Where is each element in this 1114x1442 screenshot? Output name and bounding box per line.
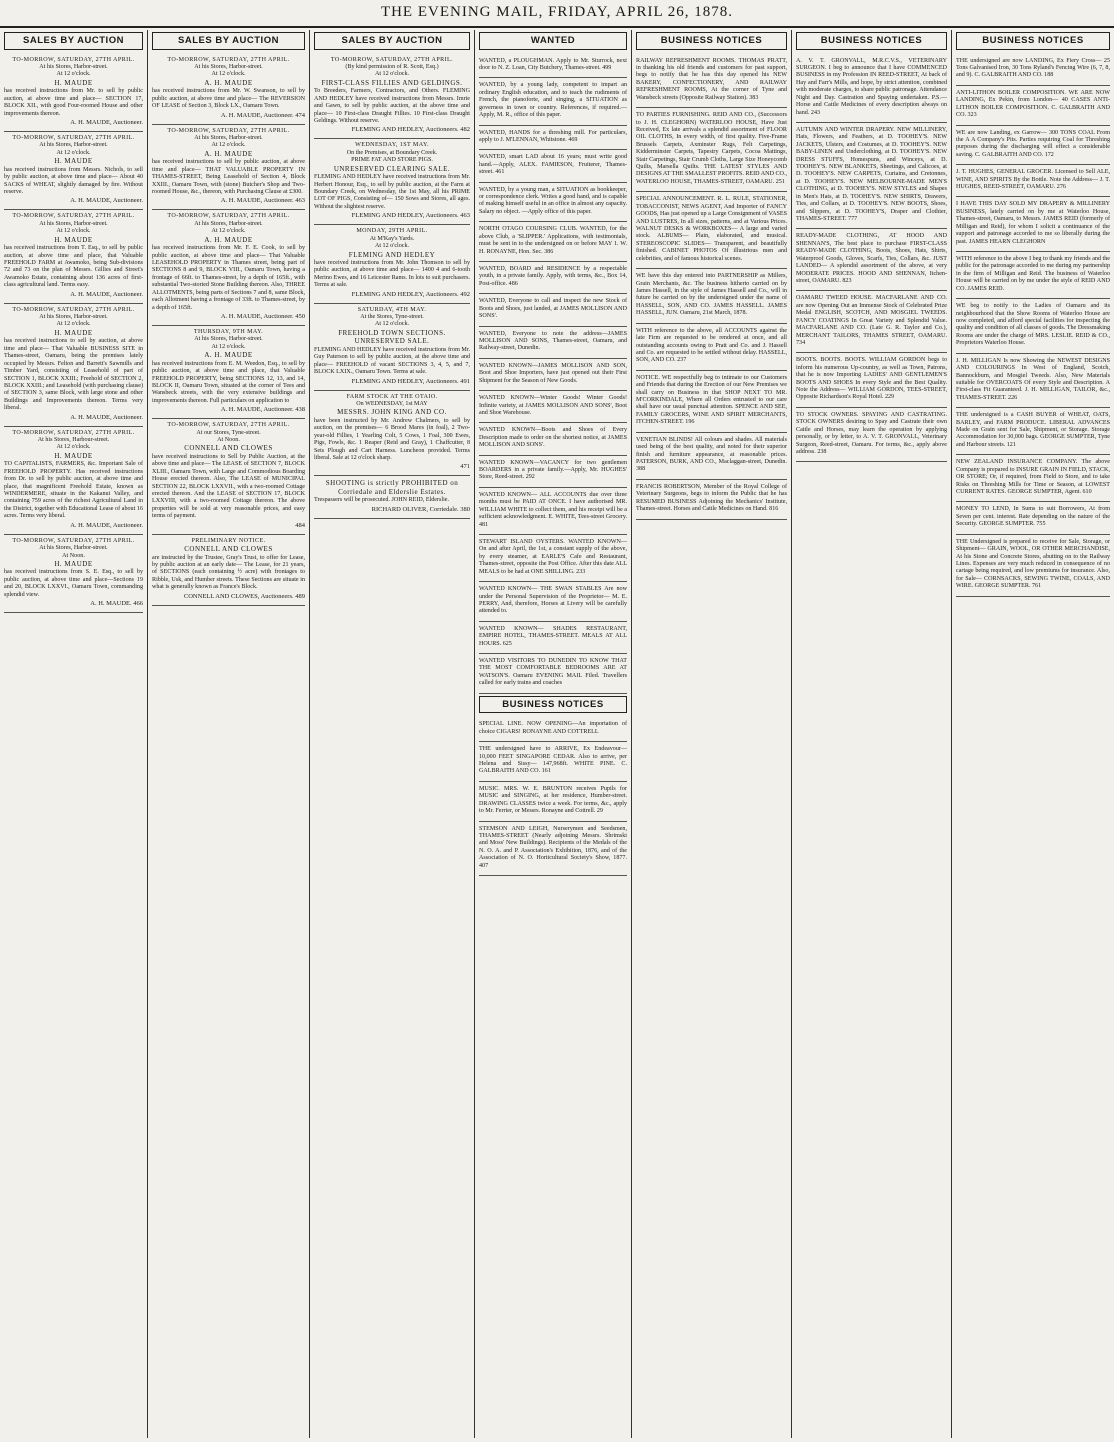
notice-ad: [479, 488, 627, 535]
ad-place: At M'Kay's Yards.: [369, 235, 415, 242]
notice-text: I HAVE THIS DAY SOLD MY DRAPERY & MILLINERY BUSINESS, lately carried on by me at Waterloo House, Thames-street, Oamaru, to Messrs. JAMES REID (formerly of Milligan and Reid), for whom I solicit a continuance of the support and patronage accorded to me so liberally during the past. JAMES HEARN CLEGHORN: [956, 201, 1110, 245]
column-2: [148, 30, 310, 1438]
notice-text: WANTED KNOWN— THE SWAN STABLES Are now under the Personal Supervision of the Proprietor— M. E. PERRY, And, therefore, Horses at Livery will be carefully attended to.: [479, 586, 627, 615]
notice-ad: [479, 391, 627, 423]
column-1-header: SALES BY AUCTION: [4, 32, 143, 50]
notice-ad: [479, 126, 627, 151]
notice-text: BOOTS. BOOTS. BOOTS. WILLIAM GORDON begs to inform his numerous Up-country, as well as Town, Patrons, that he is now Importing LADIES' AND GENTLEMEN'S BOOTS AND SHOES In every Style and the Best Quality. Note the Address— WILLIAM GORDON, TEES-STREET, Opposite Richardson's Royal Hotel. 229: [796, 357, 947, 401]
ad-date: TO-MORROW, SATURDAY, 27TH APRIL.: [12, 429, 135, 436]
ad-place: At his Stores, Harbor-street.: [194, 134, 263, 141]
ad-seller: CONNELL AND CLOWES: [184, 545, 273, 554]
ad-body: has received instructions from Mr. W. Swanson, to sell by public auction, at above time and place— The REVERSION OF LEASE of Section 3, Block LX., Oamaru Town.: [152, 88, 305, 110]
notice-text: MUSIC. MRS. W. E. BRUNTON receives Pupils for MUSIC and SINGING, at her residence, Humber-street. DRAWING CLASSES twice a week. For terms, &c., apply to Mr. Ferrier, or Messrs. Ronayne and Cottrell. 29: [479, 785, 627, 815]
ad-signature: FLEMING AND HEDLEY, Auctioneers. 482: [351, 126, 470, 134]
notice-text: TO STOCK OWNERS. SPAYING AND CASTRATING. STOCK OWNERS desiring to Spay and Castrate their own Cattle and Horses, may learn the operation by applying personally, or by letter, to A. V. T. GRONVALL, Veterinary Surgeon, Reed-street, Oamaru. For terms, &c., apply above address. 238: [796, 411, 947, 455]
notice-ad: [796, 229, 947, 291]
column-7: [952, 30, 1114, 1438]
notice-ad: [636, 192, 787, 269]
ad-seller: FREEHOLD TOWN SECTIONS. UNRESERVED SALE.: [338, 328, 446, 346]
ad-time: On WEDNESDAY, 1st MAY: [356, 401, 428, 407]
notice-ad: [479, 327, 627, 359]
notice-ad: [956, 455, 1110, 502]
ad-signature: A. H. MAUDE, Auctioneer.: [70, 197, 143, 205]
notice-text: SPECIAL LINE. NOW OPENING—An importation of choice CIGARS! RONAYNE AND COTTRELL: [479, 721, 627, 735]
auction-ad: [4, 304, 143, 427]
auction-ad: [152, 419, 305, 535]
ad-body: has received instructions to sell by public auction, at above time and place— THAT VALUABLE PROPERTY IN THAMES-STREET, Being Leasehold of Section 4, Block XXIII., Oamaru Town, with (stone) Butcher's Shop and Two-roomed House, &c., thereon, with Purchasing Clause at £300.: [152, 159, 305, 196]
notice-text: STEMSON AND LEIGH, Nurserymen and Seedsmen, THAMES-STREET (Nearly adjoining Messrs. Shrimski and Moss' New Buildings). Recipients of the Medals of the N. O. A. and P. Association's Exhibition, 1876, and of the Association of N. O. Horticultural Society's Show, 1877. 407: [479, 825, 627, 869]
column-7-ads: [956, 54, 1110, 597]
auction-ad: [4, 54, 143, 132]
ad-body: has received instructions from T. Esq., to sell by public auction, at above time and place, that Valuable FREEHOLD FARM at Awamoko, being Sub-divisions 72 and 73 on the plan of Messrs. Gillies and Street's Awamoko Estate, containing about 136 acres of first-class agricultural land. Terms easy.: [4, 245, 143, 289]
notice-ad: [956, 197, 1110, 252]
notice-text: THE undersigned have to ARRIVE, Ex Endeavour— 10,000 FEET SINGAPORE CEDAR. Also to arrive, per Helena and Sissy— 147,968ft. WHITE PINE. C. GALBRAITH AND CO. 161: [479, 746, 627, 775]
notice-ad: [636, 324, 787, 371]
notice-text: THE undersigned are now LANDING, Ex Fiery Cross— 25 Tons Galvanised Iron, 30 Tons Ryland's Fencing Wire (6, 7, 8, and 9). C. GALBRAITH AND CO. 188: [956, 57, 1110, 79]
ad-time: At 12 o'clock.: [56, 321, 91, 328]
ad-body: have received instructions from Mr. John Thomson to sell by public auction, at above time and place— 1400 4 and 6-tooth Merino Ewes, and 16 Leicester Rams. In lots to suit purchasers. Terms at sale.: [314, 260, 470, 289]
ad-date: TO-MORROW, SATURDAY, 27TH APRIL.: [167, 213, 290, 220]
notice-text: WITH reference to the above, all ACCOUNTS against the late Firm are requested to be rendered at once, and all outstanding accounts owing to Pratt and Co. and J. Hassell and Co. are requested to be settled without delay. HASSELL, SON, AND CO. 237: [636, 327, 787, 364]
ad-time: At 12 o'clock.: [374, 243, 410, 250]
notice-text: WANTED KNOWN—Winter Goods! Winter Goods! Infinite variety, at JAMES MOLLISON AND SONS', Boot and Shoe Warehouse.: [479, 395, 627, 416]
notice-text: WE have this day entered into PARTNERSHIP as Millers, Grain Merchants, &c. The business hitherto carried on by James Hassell, in the style of James Hassell and Co., will in future be carried on by the undersigned under the name of HASSELL, SON, AND CO. JAMES HASSELL. JAMES HASSELL, JUN. Oamaru, 21st March, 1878.: [636, 273, 787, 317]
ad-body: have been instructed by Mr. Andrew Chalmers, to sell by auction, on the premises— 6 Brood Mares (in foal), 2 Two-year-old Fillies, 1 Yearling Colt, 5 Cows, 1 Foal, 300 Ewes, Pigs, Fowls, &c. 1 Reaper (Reid and Gray), 1 Chaffcutter, 8 Sets Plough and Cart Harness. Luncheon provided. Terms liberal. Sale at 12 o'clock sharp.: [314, 417, 470, 462]
auction-ad: [4, 210, 143, 303]
notice-ad: [479, 183, 627, 223]
ad-date: TO-MORROW, SATURDAY, 27TH APRIL.: [12, 537, 135, 544]
notice-ad: [479, 150, 627, 182]
notice-ad: [956, 299, 1110, 354]
column-1-ads: [4, 54, 143, 614]
ad-signature: A. H. MAUDE, Auctioneer. 450: [220, 312, 305, 320]
ad-seller: A. H. MAUDE: [204, 149, 253, 158]
notice-text: WANTED, HANDS for a threshing mill. For particulars, apply to J. M'LENNAN, Whitstone. 469: [479, 129, 627, 143]
auction-ad: [314, 391, 470, 477]
notice-text: OAMARU TWEED HOUSE. MACFARLANE AND CO. are now Opening Out an Immense Stock of Celebrated Prize Medal ENGLISH, SCOTCH, AND MOSGIEL TWEEDS. FANCY COATINGS In Great Variety and Splendid Value. MACFARLANE AND CO. (Late G. R. Taylor and Co.), MERCHANT TAILORS, THAMES STREET, OAMARU. 734: [796, 295, 947, 346]
ad-time: At 12 o'clock.: [374, 71, 410, 78]
ad-place: At his Stores, Harbor-street.: [194, 64, 263, 70]
ad-signature: A. H. MAUDE, Auctioneer.: [70, 413, 143, 421]
ad-date: TO-MORROW, SATURDAY, 27TH APRIL.: [12, 56, 135, 63]
notice-text: WANTED VISITORS TO DUNEDIN TO KNOW THAT THE MOST COMFORTABLE BEDROOMS ARE AT WATSON'S. Oamaru EVENING MAIL Filed. Travellers called for early trains and coaches: [479, 658, 627, 687]
auction-ad: [4, 535, 143, 613]
notice-ad: [636, 371, 787, 433]
notice-text: WITH reference to the above I beg to thank my friends and the public for the patronage accorded to me during my partnership in the firm of Milligan and Reid. The business of Waterloo House will be carried on by me under the style of REID AND CO. JAMES REID.: [956, 256, 1110, 292]
column-4-ads: [479, 54, 627, 694]
notice-ad: [479, 78, 627, 125]
ad-body: have received instructions to Sell by Public Auction, at the above time and place— The LEASE of SECTION 7, BLOCK XLIII., Oamaru Town, with Large and Commodious Boarding House erected thereon. Also, The LEASE of MUNICIPAL SECTION 22, BLOCK LXXVII., with a two-roomed Cottage erected thereon. And the LEASE of SECTION 17, BLOCK LXXVIII, with a two-roomed Cottage thereon. The above properties will be sold at very reasonable prices, and easy terms of payment.: [152, 453, 305, 520]
column-4-business-ads: [479, 717, 627, 876]
notice-ad: [636, 54, 787, 109]
notice-ad: [479, 262, 627, 294]
ad-time: At 12 o'clock.: [211, 142, 246, 149]
column-2-ads: [152, 54, 305, 606]
notice-text: MONEY TO LEND, In Sums to suit Borrowers, At from Seven per cent. interest. Rate depending on the nature of the Security. GEORGE SUMPTER. 755: [956, 506, 1110, 528]
notice-ad: [956, 252, 1110, 299]
ad-date: PRELIMINARY NOTICE.: [191, 537, 266, 544]
ad-body: has received instructions from Messrs. Nichols, to sell by public auction, at above time and place— About 40 SACKS of WHEAT, slightly damaged by fire. Without reserve.: [4, 166, 143, 196]
ad-place: At our Stores, Tyne-street.: [196, 429, 261, 436]
notice-ad: [956, 535, 1110, 597]
ad-time: At 12 o'clock.: [211, 343, 246, 350]
notice-text: A. V. T. GRONVALL, M.R.C.V.S., VETERINARY SURGEON. I beg to announce that I have COMMENCED BUSINESS in my Profession IN REED-STREET, At back of Hay and Farr's Mills, and hope, by strict attention, combined with moderate charges, to share public patronage. Attendance Night and Day. Castration and Spaying undertaken. P.S.—Horse and Cattle Medicines of every description always on hand. 243: [796, 57, 947, 116]
column-2-header: SALES BY AUCTION: [152, 32, 305, 50]
notice-ad: [479, 535, 627, 582]
notice-text: TO PARTIES FURNISHING. REID AND CO., (Successors to J. H. CLEGHORN) WATERLOO HOUSE, Have Just Received, Ex late arrivals a splendid assortment of FLOOR OIL CLOTHS, In every width, of first quality. Five-Frame Brussels Carpets, Axminster Rugs, Felt Carpetings, Kidderminster Carpets, Tapestry Carpets, Cocoa Mattings, Stair Carpetings, Stair Crumb Cloths, Large Size Honeycomb Quilts, Marsella Quilts. THE LATEST STYLES AND DESIGNS AT THE SMALLEST PROFITS. REID AND CO., WATERLOO HOUSE, THAMES-STREET, OAMARU. 251: [636, 112, 788, 185]
column-5-header: BUSINESS NOTICES: [636, 32, 787, 50]
ad-seller: FLEMING AND HEDLEY: [348, 250, 436, 259]
notice-ad: [479, 359, 627, 391]
notice-text: WE beg to notify to the Ladies of Oamaru and its neighbourhood that the Show Rooms of Waterloo House are now completed, and afford special facilities for inspecting the quality and condition of all classes of goods. The Dressmaking Rooms are under the charge of MRS. LESLIE. REID & CO., Proprietors Waterloo House.: [956, 303, 1110, 347]
column-5: [632, 30, 792, 1438]
ad-time: At 12 o'clock.: [56, 444, 91, 451]
column-6-header: BUSINESS NOTICES: [796, 32, 947, 50]
notice-text: WANTED KNOWN—JAMES MOLLISON AND SON, Boot and Shoe Importers, have just opened out their First Shipment for the Season of New Goods.: [479, 362, 627, 384]
ad-time: At 12 o'clock.: [56, 228, 91, 235]
ad-date: TO-MORROW, SATURDAY, 27TH APRIL.: [12, 213, 135, 220]
ad-seller: A. H. MAUDE: [204, 78, 253, 87]
ad-seller: A. H. MAUDE: [204, 351, 253, 360]
auction-ad: [314, 139, 470, 225]
column-4: [475, 30, 632, 1438]
ad-signature: A. H. MAUDE, Auctioneer.: [70, 119, 143, 127]
auction-ad: [314, 476, 470, 518]
notice-ad: [956, 165, 1110, 197]
auction-ad: [314, 54, 470, 140]
notice-ad: [796, 408, 947, 463]
ad-time: At 12 o'clock.: [56, 149, 91, 156]
ad-body: has received instructions from S. E. Esq., to sell by public auction, at above time and place—Sections 19 and 20, BLOCK LXXVI., Oamaru Town, commanding splendid view.: [4, 569, 143, 598]
notice-text: WANTED KNOWN— ALL ACCOUNTS due over three months must be PAID AT ONCE. I have authorised MR. WILLIAM WHITE to collect them, and his receipt will be a sufficient acknowledgment. E. WHITE, Tees-street Grocery. 481: [479, 491, 627, 528]
notice-ad: [479, 742, 627, 782]
notice-ad: [956, 86, 1110, 126]
ad-signature: A. H. MAUDE, Auctioneer.: [70, 290, 143, 298]
ad-seller: FIRST-CLASS FILLIES AND GELDINGS.: [321, 78, 463, 87]
ad-signature: A. H. MAUDE. 466: [90, 600, 143, 608]
ad-seller: H. MAUDE: [54, 559, 93, 568]
ad-signature: RICHARD OLIVER, Corriedale. 380: [371, 505, 470, 513]
auction-ad: [4, 427, 143, 535]
ad-date: TO-MORROW, SATURDAY, 27TH APRIL.: [12, 134, 135, 141]
column-4-subheader: BUSINESS NOTICES: [479, 696, 627, 714]
ad-signature: FLEMING AND HEDLEY, Auctioneers. 463: [351, 212, 470, 220]
notice-text: THE Undersigned is prepared to receive for Sale, Storage, or Shipment— GRAIN, WOOL, OR OTHER MERCHANDISE, At his Stone and Concrete Stores, abutting on to the Railway Lines. Expenses are very much reduced in consequence of no cartage being required, and low premiums for insurance. Also, for Sale— CORNSACKS, SEWING TWINE, COALS, AND WIRE. GEORGE SUMPTER. 761: [956, 538, 1110, 590]
auction-ad: [152, 210, 305, 326]
ad-time: At 12 o'clock.: [211, 228, 246, 235]
ad-time: At 12 o'clock.: [211, 71, 246, 78]
notice-text: WANTED, by a young lady, competent to impart an ordinary English education, and to teach the rudiments of French, the pianoforte, and singing, a SITUATION as governess in town or country. References, if required.—Apply, M. R., office of this paper.: [479, 82, 627, 119]
notice-ad: [479, 782, 627, 822]
auction-ad: [314, 225, 470, 303]
auction-ad: [152, 326, 305, 419]
notice-text: READY-MADE CLOTHING, AT HOOD AND SHENNAN'S, The best place to purchase FIRST-CLASS READY-MADE CLOTHING, Boots, Shoes, Hats, Shirts, Waterproof Goods, Gloves, Scarfs, Ties, Collars, &c. JUST LANDED— A splendid assortment of the above, at very MODERATE PRICES. HOOD AND SHENNAN, Itchen-street, OAMARU. 823: [796, 233, 947, 284]
notice-ad: [479, 822, 627, 877]
notice-ad: [479, 622, 627, 654]
notice-ad: [479, 54, 627, 79]
ad-time: At 12 o'clock.: [56, 71, 91, 78]
ad-seller: H. MAUDE: [54, 451, 93, 460]
column-4-header: WANTED: [479, 32, 627, 50]
notice-text: WANTED, BOARD and RESIDENCE by a respectable youth, in a private family. Apply, with terms, &c., Box 14, Post-office. 486: [479, 266, 627, 287]
ad-body: has received instructions from Mr. F. E. Cook, to sell by public auction, at above time and place— That Valuable LEASEHOLD PROPERTY in Thames street, being part of SECTIONS 8 and 9, BLOCK VIII., Oamaru Town, having a frontage of 66ft. to Thames-street, by a depth of 165ft., with substantial Two-storied Stone Building thereon. Also, THREE ALLOTMENTS, being parts of Sections 7 and 8, same Block, each Allotment having a frontage of 33ft. to Thames-street, by a depth of 165ft.: [152, 245, 305, 311]
notice-ad: [956, 354, 1110, 409]
ad-body: Trespassers will be prosecuted. JOHN REID, Elderslie.: [314, 497, 449, 504]
notice-text: WANTED, Everyone to note the address—JAMES MOLLISON AND SONS, Thames-street, Oamaru, and Railway-street, Dunedin.: [479, 330, 627, 352]
ad-signature: A. H. MAUDE, Auctioneer.: [70, 521, 143, 529]
column-3-header: SALES BY AUCTION: [314, 32, 470, 50]
ad-date: WEDNESDAY, 1ST MAY.: [355, 142, 429, 149]
notice-text: J. T. HUGHES, GENERAL GROCER. Licensed to Sell ALE, WINE, AND SPIRITS By the Bottle. Note the Address— J. T. HUGHES, REED-STREET, OAMARU. 276: [956, 169, 1110, 191]
ad-date: MONDAY, 29TH APRIL.: [356, 228, 428, 235]
ad-body: has received instructions to sell by auction, at above time and place— That Valuable BUSINESS SITE in Thames-street, Oamaru, being the premises lately occupied by Messrs. Felton and Barrett's Sawmills and Timber Yard, consisting of Leasehold of part of SECTION 1, BLOCK XXIII.; Freehold of SECTION 2, BLOCK XXIII.; and Leasehold (with purchasing clause) of SECTION 3, same Block, with large stone and other Buildings and Improvements thereon. Terms very liberal.: [4, 338, 143, 412]
ad-date: FARM STOCK AT THE OTAIO.: [346, 393, 438, 400]
notice-text: WANTED, smart LAD about 16 years; must write good hand.—Apply, ALEX. FAMIESON, Fruiterer, Thames-street. 461: [479, 154, 627, 176]
notice-ad: [636, 108, 787, 192]
notice-ad: [956, 502, 1110, 534]
column-1: [0, 30, 148, 1438]
ad-place: At his Stores, Harbor-street.: [194, 220, 263, 227]
ad-signature: FLEMING AND HEDLEY, Auctioneers. 492: [351, 290, 470, 298]
notice-text: WANTED, Everyone to call and inspect the new Stock of Boots and Shoes, just landed, at JAMES MOLLISON AND SONS'.: [479, 298, 627, 320]
ad-body: TO CAPITALISTS, FARMERS, &c. Important Sale of FREEHOLD PROPERTY. Has received instructions from Dr. to sell by public auction, at above time and place, that magnificent Freehold Estate, known as WINDERMERE, situate in the Kakanui Valley, and containing 759 acres of the richest Agricultural Land in the District, together with Educational Lease of about 16 acres. Terms very liberal.: [4, 461, 143, 520]
notice-text: FRANCIS ROBERTSON, Member of the Royal College of Veterinary Surgeons, begs to inform the Public that he has RESUMED BUSINESS Adjoining the Mechanics' Institute, Thames-street. Horses and Cattle Medicines on Hand. 816: [636, 483, 787, 513]
auction-ad: [4, 132, 143, 210]
notice-text: WE are now Landing, ex Garrow— 300 TONS COAL From the A A Company's Pits. Parties requiring Coal for Threshing purposes during the discharging will effect a considerable saving. C. GALBRAITH AND CO. 172: [956, 129, 1110, 158]
ad-place: (By kind permission of R. Scott, Esq.): [345, 64, 439, 70]
ad-place: At his Stores, Harbor-street.: [39, 220, 108, 227]
notice-text: RAILWAY REFRESHMENT ROOMS. THOMAS PRATT, in thanking his old friends and customers for past support, begs to notify that he has this day opened his NEW BAKERY, CONFECTIONERY, AND RAILWAY REFRESHMENT ROOMS, At the corner of Tyne and Wansbeck streets (Opposite Railway Station). 383: [636, 57, 787, 101]
notice-text: NEW ZEALAND INSURANCE COMPANY. The above Company is prepared to INSURE GRAIN IN FIELD, STACK, OR STORE; Or, if required, from Field to Store, and to take Risks on Threshing Mills for Time or Season, at LOWEST CURRENT RATES. GEORGE SUMPTER, Agent. 610: [956, 459, 1110, 495]
ad-seller: SHOOTING is strictly PROHIBITED on Corriedale and Elderslie Estates.: [325, 479, 459, 496]
notice-ad: [956, 54, 1110, 86]
ad-date: TO-MORROW, SATURDAY, 27TH APRIL.: [167, 422, 290, 429]
auction-ad: [152, 535, 305, 606]
column-3: [310, 30, 475, 1438]
ad-date: TO-MORROW, SATURDAY, 27TH APRIL.: [167, 56, 290, 63]
notice-ad: [796, 123, 947, 229]
notice-ad: [636, 433, 787, 480]
ad-place: At his Stores, Harbor-street.: [39, 64, 108, 70]
notice-text: WANTED, a PLOUGHMAN. Apply to Mr. Sturrock, next door to N. Z. Loan, City Butchery, Thames-street. 499: [479, 57, 627, 71]
notice-ad: [636, 480, 787, 520]
ad-signature: CONNELL AND CLOWES, Auctioneers. 489: [183, 592, 305, 600]
column-3-ads: [314, 54, 470, 519]
ad-seller: H. MAUDE: [54, 235, 93, 244]
notice-ad: [796, 291, 947, 353]
ad-seller: CONNELL AND CLOWES: [184, 444, 273, 453]
ad-seller: UNRESERVED CLEARING SALE.: [333, 164, 451, 173]
ad-place: At his Stores, Harbor-street.: [194, 336, 263, 343]
ad-signature: 471: [460, 463, 470, 471]
ad-time: At 12 o'clock.: [374, 321, 410, 328]
ad-date: TO-MORROW, SATURDAY, 27TH APRIL.: [330, 56, 454, 63]
ad-body: has received instructions from Mr. to sell by public auction, at above time and place— SECTION 17, BLOCK XII., with good Four-roomed House and other improvements thereon.: [4, 88, 143, 117]
column-6-ads: [796, 54, 947, 463]
ad-place: At the Stores, Tyne-street.: [360, 314, 424, 321]
notice-ad: [796, 353, 947, 408]
ad-seller: H. MAUDE: [54, 78, 93, 87]
notice-ad: [796, 54, 947, 123]
notice-text: NOTICE. WE respectfully beg to intimate to our Customers and Friends that during the Erection of our New Premises we shall carry on Business in that SHOP NEXT TO MR. M'CORKINDALE, Where all Orders entrusted to our care shall have our usual punctual attention. SPENCE AND SEE, FAMILY GROCERS, WINE AND SPIRIT MERCHANTS, ITCHEN-STREET. 196: [636, 374, 787, 426]
auction-ad: [152, 125, 305, 211]
notice-text: VENETIAN BLINDS! All colours and shades. All materials used being of the best quality, and noted for their superior finish and furniture appearance, at reasonable prices. PATERSON, BURK, AND CO., Maclaggan-street, Dunedin. 388: [636, 436, 787, 473]
ad-seller: A. H. MAUDE: [204, 235, 253, 244]
ad-time: At Noon.: [62, 552, 85, 559]
ad-body: are instructed by the Trustee, Gray's Trust, to offer for Lease, by public auction at an early date— The Lease, for 21 years, of SECTIONS (each containing ½ acre) with frontages to Ribble, Usk, and Humber streets. These Sections are situate in what is generally known as France's Block.: [152, 554, 305, 591]
ad-signature: A. H. MAUDE, Auctioneer. 463: [220, 197, 305, 205]
ad-time: At Noon.: [217, 437, 240, 443]
notice-ad: [636, 269, 787, 324]
ad-seller: H. MAUDE: [54, 328, 93, 337]
ad-signature: A. H. MAUDE, Auctioneer. 438: [220, 406, 305, 414]
newspaper-columns: [0, 30, 1114, 1438]
notice-text: AUTUMN AND WINTER DRAPERY. NEW MILLINERY, Hats, Flowers, and Feathers, at D. TOOHEY'S. NEW JACKETS, Ulsters, and Costumes, at D. TOOHEY'S. NEW BABY-LINEN and Underclothing, at D. TOOHEY'S. NEW DRESS STUFFS, Homespuns, and Winceys, at D. TOOHEY'S. NEW BLANKETS, Sheetings, and Calicoes, at D. TOOHEY'S. NEW CARPETS, Curtains, and Cretonnes, at D. TOOHEY'S. NEW MELBOURNE-MADE MEN'S CLOTHING, at D. TOOHEY'S. NEW STYLES and Shapes in Men's Hats, at D. TOOHEY'S. NEW SHIRTS, Drawers, Ties, and Collars, at D. TOOHEY'S. NEW BOOTS, Shoes, and Slippers, at D. TOOHEY'S, Draper and Clothier, THAMES-STREET. 777: [796, 126, 947, 223]
ad-place: At his Stores, Harbor-street.: [39, 545, 108, 552]
ad-body: FLEMING AND HEDLEY have received instructions from Mr. Guy Paterson to sell by public auction, at the above time and place— FREEHOLD of vacant SECTIONS 3, 4, 5, and 7, BLOCK LXIX., Oamaru Town. Terms at sale.: [314, 346, 470, 376]
notice-ad: [479, 294, 627, 326]
notice-text: THE undersigned is a CASH BUYER of WHEAT, OATS, BARLEY, and FARM PRODUCE. LIBERAL ADVANCES Made on Grain sent for Sale, Shipment, or Storage. Storage Accommodation for 30,000 bags. GEORGE SUMPTER, Tyne and Harbour streets. 121: [956, 412, 1110, 448]
notice-text: SPECIAL ANNOUNCEMENT. R. L. RULE, STATIONER, TOBACCONIST, NEWS AGENT, And Importer of FANCY GOODS, Has just opened up a Large Consignment of VASES AND LUSTRES, In all sizes, patterns, and at Various Prices. WALNUT DESKS & WORKBOXES— A large and varied stock. ALBUMS— Plain, elaborated, and musical. STEREOSCOPIC SLIDES— Transparent, and beautifully finished. CABINET PHOTOS Of illustrious men and celebrities, and of famous historical scenes.: [636, 196, 787, 262]
notice-ad: [479, 423, 627, 455]
auction-ad: [152, 54, 305, 125]
ad-date: SATURDAY, 4TH MAY.: [357, 306, 427, 313]
notice-ad: [479, 654, 627, 694]
ad-body: To Breeders, Farmers, Contractors, and Others. FLEMING AND HEDLEY have received instructions from Messrs. Imrie and Gawn, to sell by public auction, at the above time and place— 10 First-class Draught Fillies. 10 First-class Draught Geldings. Without reserve.: [314, 88, 470, 125]
ad-seller: MESSRS. JOHN KING AND CO.: [337, 408, 447, 417]
ad-signature: 484: [295, 521, 305, 529]
notice-ad: [479, 717, 627, 742]
auction-ad: [314, 304, 470, 391]
ad-signature: FLEMING AND HEDLEY, Auctioneers. 491: [351, 377, 470, 385]
notice-text: WANTED, by a young man, a SITUATION as bookkeeper, or correspondence clerk. Writes a good hand, and is capable of making himself useful in an office in almost any capacity. Salary no object. —Apply office of this paper.: [479, 186, 627, 215]
ad-signature: A. H. MAUDE, Auctioneer. 474: [220, 111, 305, 119]
ad-place: At his Stores, Harbor-street.: [39, 142, 108, 149]
notice-ad: [479, 222, 627, 262]
notice-text: NORTH OTAGO COURSING CLUB. WANTED, for the above Club, a 'SLIPPER.' Applications, with testimonials, must be sent in to the undersigned on or before MAY 1. W. H. RONAYNE, Hon. Sec. 386: [479, 226, 627, 255]
notice-text: STEWART ISLAND OYSTERS. WANTED KNOWN— On and after April, the 1st, a constant supply of the above, by every steamer, at EARLE'S Cafe and Restaurant, Thames-street, opposite the Post Office. After this date ALL MEALS to be had at ONE SHILLING. 233: [479, 538, 627, 575]
ad-body: has received instructions from E. M. Weedon, Esq., to sell by public auction, at above time and place, that Valuable FREEHOLD PROPERTY, being SECTIONS 12, 13, and 14, BLOCK II, Oamaru Town, situated at the corner of Tees and Wansbeck streets, with the very extensive buildings and improvements thereon. Full particulars on application to: [152, 360, 305, 404]
notice-text: J. H. MILLIGAN Is now Showing the NEWEST DESIGNS AND COLOURINGS In West of England, Scotch, Bannockburn, and Mosgiel Tweeds. Also, New Materials suitable for OVERCOATS Of every Style and Description. A First-class Fit Guaranteed. J. H. MILLIGAN, TAILOR, &c., THAMES-STREET. 226: [956, 357, 1110, 401]
masthead: THE EVENING MAIL, FRIDAY, APRIL 26, 1878.: [0, 0, 1114, 28]
notice-ad: [956, 408, 1110, 455]
ad-time: PRIME FAT AND STORE PIGS.: [351, 157, 433, 164]
ad-place: On the Premises, at Boundary Creek.: [346, 149, 438, 156]
notice-text: WANTED KNOWN—VACANCY for two gentlemen BOARDERS in a private family.—Apply, Mr. HUGHES' Store, Reed-street. 292: [479, 459, 627, 481]
column-6: [792, 30, 952, 1438]
column-7-header: BUSINESS NOTICES: [956, 32, 1110, 50]
notice-text: WANTED KNOWN— SHADES RESTAURANT, EMPIRE HOTEL, THAMES-STREET. MEALS AT ALL HOURS. 625: [479, 625, 627, 647]
notice-ad: [956, 126, 1110, 166]
column-5-ads: [636, 54, 787, 520]
ad-date: THURSDAY, 9TH MAY.: [193, 328, 264, 335]
notice-text: ANTI-LITHON BOILER COMPOSITION. WE ARE NOW LANDING, Ex Pekin, from London— 40 CASES ANTI-LITHON BOILER COMPOSITION. C. GALBRAITH AND CO. 323: [956, 89, 1110, 119]
notice-ad: [479, 582, 627, 622]
ad-place: At his Stores, Harbour-street.: [37, 437, 110, 443]
ad-place: At his Stores, Harbor-street.: [39, 314, 108, 321]
ad-seller: H. MAUDE: [54, 157, 93, 166]
ad-date: TO-MORROW, SATURDAY, 27TH APRIL.: [12, 306, 135, 313]
ad-date: TO-MORROW, SATURDAY, 27TH APRIL.: [167, 127, 290, 134]
notice-ad: [479, 456, 627, 488]
notice-text: WANTED KNOWN—Boots and Shoes of Every Description made to order on the shortest notice, at JAMES MOLLISON AND SONS'.: [479, 427, 627, 449]
ad-body: FLEMING AND HEDLEY have received instructions from Mr. Herbert Honour, Esq., to sell by public auction, at the Farm at Boundary Creek, on Wednesday, the 1st May, all his PRIME LOT OF PIGS, Consisting of— 150 Sows and Stores, all ages. Without the slightest reserve.: [314, 174, 470, 210]
